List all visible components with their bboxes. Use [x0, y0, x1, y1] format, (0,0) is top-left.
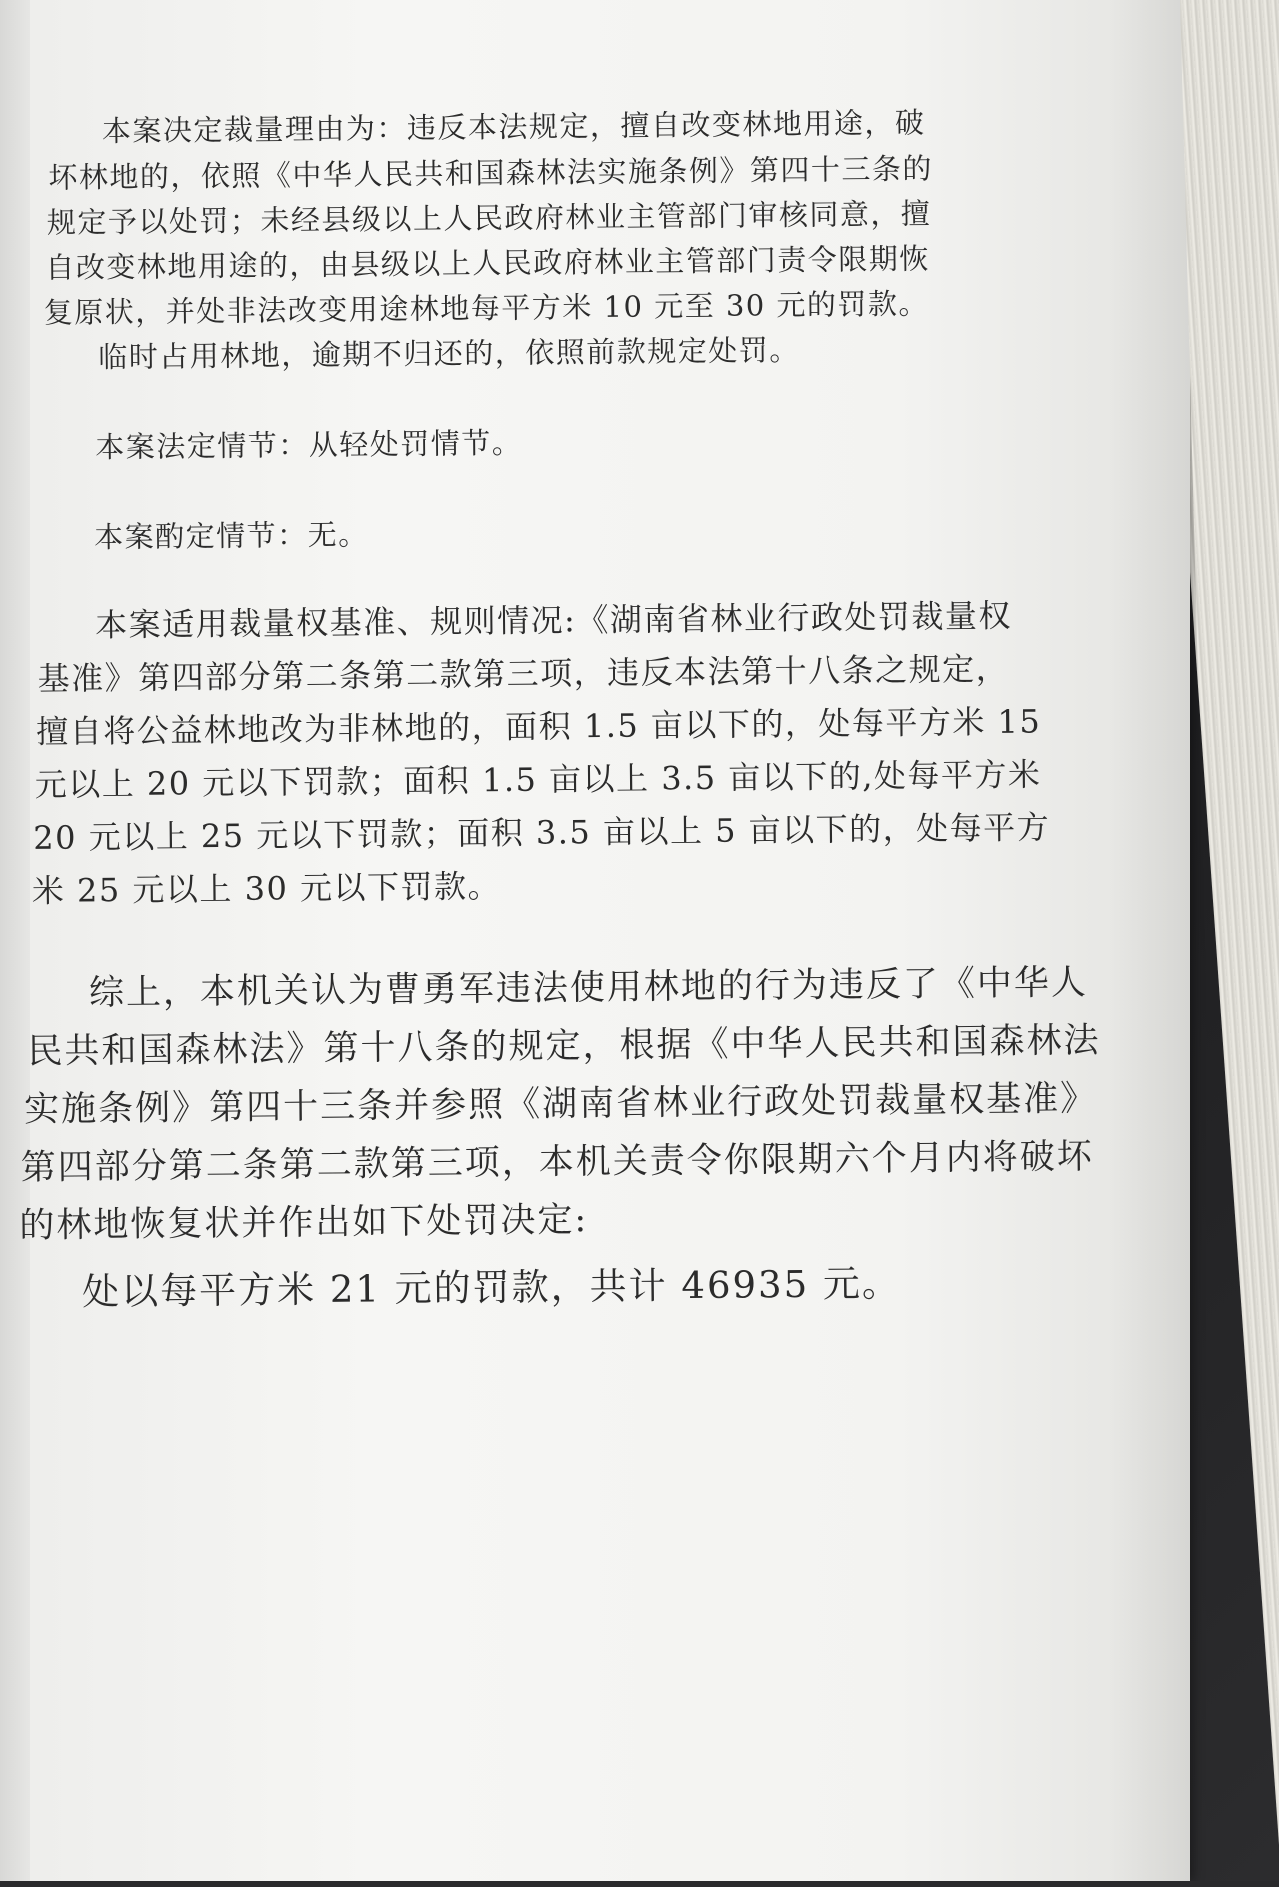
reason-line-2: 坏林地的，依照《中华人民共和国森林法实施条例》第四十三条的: [48, 151, 934, 195]
standard-line-1: 本案适用裁量权基准、规则情况:《湖南省林业行政处罚裁量权: [94, 596, 1013, 645]
standard-line-3: 擅自将公益林地改为非林地的，面积 1.5 亩以下的，处每平方米 15: [36, 702, 1042, 751]
conclusion-line-4: 第四部分第二条第二款第三项，本机关责令你限期六个月内将破坏: [20, 1136, 1094, 1189]
conclusion-line-2: 民共和国森林法》第十八条的规定，根据《中华人民共和国森林法: [27, 1020, 1101, 1073]
standard-line-5: 20 元以上 25 元以下罚款；面积 3.5 亩以上 5 亩以下的，处每平方: [33, 808, 1051, 857]
conclusion-line-1: 综上，本机关认为曹勇军违法使用林地的行为违反了《中华人: [88, 962, 1089, 1014]
reason-line-5: 复原状，并处非法改变用途林地每平方米 10 元至 30 元的罚款。: [43, 286, 930, 330]
legal-circumstance: 本案法定情节：从轻处罚情节。: [95, 425, 523, 465]
standard-line-4: 元以上 20 元以下罚款；面积 1.5 亩以上 3.5 亩以下的,处每平方米: [34, 755, 1042, 804]
standard-line-6: 米 25 元以上 30 元以下罚款。: [31, 867, 502, 910]
discretionary-circumstance: 本案酌定情节：无。: [93, 517, 369, 555]
reason-line-6: 临时占用林地，逾期不归还的，依照前款规定处罚。: [98, 332, 800, 375]
reason-line-3: 规定予以处罚；未经县级以上人民政府林业主管部门审核同意，擅: [46, 196, 932, 240]
conclusion-line-3: 实施条例》第四十三条并参照《湖南省林业行政处罚裁量权基准》: [23, 1078, 1098, 1131]
penalty-decision: 处以每平方米 21 元的罚款，共计 46935 元。: [81, 1261, 902, 1314]
reason-line-4: 自改变林地用途的，由县级以上人民政府林业主管部门责令限期恢: [45, 241, 930, 285]
standard-line-2: 基准》第四部分第二条第二款第三项，违反本法第十八条之规定，: [37, 649, 1010, 698]
reason-line-1: 本案决定裁量理由为：违反本法规定，擅自改变林地用途，破: [101, 105, 926, 149]
conclusion-line-5: 的林地恢复状并作出如下处罚决定:: [19, 1200, 589, 1247]
